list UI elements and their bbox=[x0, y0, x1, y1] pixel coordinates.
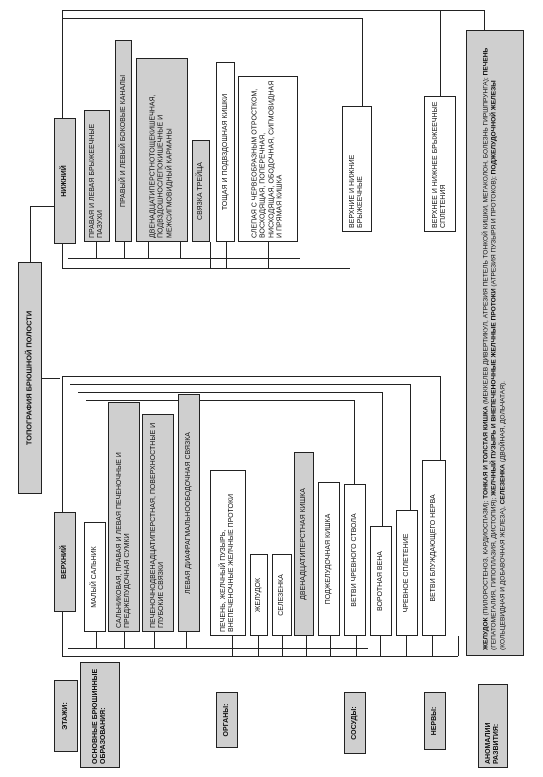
connector bbox=[306, 636, 307, 656]
diagram-title bbox=[18, 262, 42, 494]
connector bbox=[458, 636, 459, 656]
connector bbox=[440, 10, 484, 11]
anomalies-segment: ЖЕЛЧНЫЙ ПУЗЫРЬ И ВНЕПЕЧЕНОЧНЫЕ ЖЕЛЧНЫЕ ПРОТОКИ bbox=[490, 288, 498, 496]
lower-structure bbox=[84, 110, 110, 242]
anomalies-segment: ПОДЖЕЛУДОЧНОЙ ЖЕЛЕЗЫ bbox=[490, 80, 498, 175]
row-label-organs-text: ОРГАНЫ: bbox=[222, 703, 230, 737]
upper-vessel-text: ВОРОТНАЯ ВЕНА bbox=[376, 551, 384, 611]
connector bbox=[124, 242, 125, 258]
row-label-nerves bbox=[424, 692, 446, 750]
connector bbox=[232, 636, 233, 656]
connector bbox=[70, 384, 410, 385]
upper-structure bbox=[142, 414, 174, 632]
connector bbox=[62, 10, 63, 118]
upper-organ bbox=[250, 554, 268, 636]
upper-structure-text: САЛЬНИКОВАЯ, ПРАВАЯ И ЛЕВАЯ ПЕЧЕНОЧНЫЕ И ПРЕДЖЕЛУДОЧНАЯ СУМКИ bbox=[115, 452, 131, 628]
connector bbox=[62, 656, 458, 657]
connector bbox=[62, 376, 63, 512]
upper-organ-text: СЕЛЕЗЕНКА bbox=[277, 574, 285, 616]
connector bbox=[68, 258, 300, 259]
connector bbox=[62, 612, 63, 656]
anomalies-segment: ПЕЧЕНЬ bbox=[482, 47, 490, 76]
lower-organ bbox=[216, 62, 235, 242]
lower-nerves-text: ВЕРХНЕЕ И НИЖНЕЕ БРЫЖЕЕЧНЫЕ СПЛЕТЕНИЯ bbox=[431, 101, 447, 228]
lower-structure-text: ПРАВАЯ И ЛЕВАЯ БРЫЖЕЕЧНЫЕ ПАЗУХИ bbox=[88, 123, 104, 238]
upper-structure-text: ПЕЧЕНОЧНОДВЕНАДЦАТИПЕРСТНАЯ, ПОВЕРХНОСТНЫЕ И ГЛУБОКИЕ СВЯЗКИ bbox=[149, 422, 165, 628]
connector bbox=[62, 244, 63, 268]
connector bbox=[62, 268, 350, 269]
connector bbox=[148, 242, 149, 258]
connector bbox=[96, 632, 97, 648]
lower-vessels bbox=[342, 106, 372, 232]
lower-structure bbox=[115, 40, 132, 242]
connector bbox=[440, 376, 441, 460]
connector bbox=[380, 636, 381, 656]
connector bbox=[210, 242, 211, 268]
anomalies-segment: (ДВОЙНАЯ, ДОЛЬЧАТАЯ). bbox=[499, 381, 507, 465]
row-label-anomalies-text: АНОМАЛИИ РАЗВИТИЯ: bbox=[484, 722, 500, 764]
lower-structure-text: ДВЕНАДЦАТИПЕРСТНОТОЩЕКИШЕЧНАЯ, ПОДВЗДОШНОСЛЕПОКИШЕЧНЫЕ И МЕЖСИГМОВИДНЫЙ КАРМАНЫ bbox=[149, 94, 174, 238]
diagram-title-text: ТОПОГРАФИЯ БРЮШНОЙ ПОЛОСТИ bbox=[24, 310, 34, 446]
upper-nerve bbox=[422, 460, 446, 636]
connector bbox=[78, 392, 382, 393]
row-label-anomalies bbox=[478, 684, 508, 768]
row-label-floors-text: ЭТАЖИ: bbox=[61, 702, 69, 730]
connector bbox=[282, 636, 283, 656]
connector bbox=[356, 636, 357, 656]
connector bbox=[362, 18, 363, 106]
upper-organ-text: ДВЕНАДЦАТИПЕРСТНАЯ КИШКА bbox=[299, 488, 307, 600]
upper-organ-text: ПОДЖЕЛУДОЧНАЯ КИШКА bbox=[324, 513, 332, 605]
row-label-nerves-text: НЕРВЫ: bbox=[430, 706, 438, 736]
row-label-structures-text: ОСНОВНЫЕ БРЮШИННЫЕ ОБРАЗОВАНИЯ: bbox=[91, 668, 107, 764]
anomalies-segment: СЕЛЕЗЕНКА bbox=[499, 464, 507, 505]
row-label-vessels-text: СОСУДЫ: bbox=[350, 706, 358, 740]
floor-lower-label: НИЖНИЙ bbox=[60, 165, 68, 197]
upper-vessel bbox=[344, 484, 366, 636]
connector bbox=[62, 376, 440, 377]
floor-lower bbox=[54, 118, 76, 244]
upper-structure bbox=[84, 522, 106, 632]
upper-structure bbox=[108, 402, 140, 632]
connector bbox=[432, 636, 433, 656]
connector bbox=[154, 632, 155, 648]
lower-vessels-text: ВЕРХНИЕ И НИЖНИЕ БРЫЖЕЕЧНЫЕ bbox=[348, 154, 364, 228]
upper-vessel bbox=[370, 526, 392, 636]
anomalies-segment: ЖЕЛУДОК bbox=[482, 617, 490, 650]
connector bbox=[86, 400, 354, 401]
upper-organ-text: ЖЕЛУДОК bbox=[254, 577, 262, 613]
row-label-floors bbox=[54, 680, 78, 752]
lower-structure bbox=[192, 140, 210, 242]
connector bbox=[258, 636, 259, 656]
upper-organ bbox=[294, 452, 314, 636]
upper-organ bbox=[272, 554, 292, 636]
lower-nerves bbox=[424, 96, 456, 232]
anomalies-segment: (ГЕПАТОМЕГАЛИЯ, ГИПОПЛАЗИЯ, ДИСТОПИЯ); bbox=[490, 495, 498, 650]
row-label-organs bbox=[216, 692, 238, 748]
connector bbox=[124, 632, 125, 648]
lower-organ bbox=[238, 76, 298, 242]
row-label-structures bbox=[80, 662, 120, 768]
anomalies-segment: (ПИЛОРОСТЕНОЗ, КАРДИОСПАЗМ); bbox=[482, 498, 490, 618]
upper-structure-text: ЛЕВАЯ ДИАФРАГМАЛЬНООБОДОЧНАЯ СВЯЗКА bbox=[184, 432, 192, 594]
anomalies-segment: ТОНКАЯ И ТОЛСТАЯ КИШКА bbox=[482, 405, 490, 499]
lower-organ-text: ТОЩАЯ И ПОДВЗДОШНАЯ КИШКИ bbox=[221, 93, 229, 211]
connector bbox=[186, 632, 187, 648]
connector bbox=[268, 242, 269, 268]
lower-structure-text: СВЯЗКА ТРЕЙЦА bbox=[196, 162, 204, 220]
connector bbox=[62, 18, 362, 19]
upper-structure bbox=[178, 394, 200, 632]
connector bbox=[410, 384, 411, 510]
upper-organ bbox=[318, 482, 340, 636]
upper-nerve-text: ЧРЕВНОЕ СПЛЕТЕНИЕ bbox=[402, 533, 410, 613]
connector bbox=[440, 10, 441, 96]
upper-organ-text: ПЕЧЕНЬ, ЖЕЛЧНЫЙ ПУЗЫРЬ, ВНЕПЕЧЕНОЧНЫЕ ЖЕЛЧНЫЕ ПРОТОКИ bbox=[219, 493, 235, 632]
connector bbox=[180, 242, 181, 258]
connector bbox=[382, 392, 383, 526]
connector bbox=[68, 648, 368, 649]
floor-upper-label: ВЕРХНИЙ bbox=[60, 545, 68, 579]
upper-organ bbox=[210, 470, 246, 636]
upper-structure-text: МАЛЫЙ САЛЬНИК bbox=[90, 546, 98, 608]
upper-nerve bbox=[396, 510, 418, 636]
connector bbox=[96, 242, 97, 258]
connector bbox=[226, 242, 227, 268]
anomalies-segment: (МЕККЕЛЕВ ДИВЕРТИКУЛ, АТРЕЗИЯ ПЕТЕЛЬ ТОНКОЙ КИШКИ, МЕГАКОЛОН, БОЛЕЗНЬ ГИРШПРУНГА); bbox=[482, 75, 490, 406]
connector bbox=[354, 400, 355, 484]
connector bbox=[406, 636, 407, 656]
connector bbox=[330, 636, 331, 656]
upper-nerve-text: ВЕТВИ БЛУЖДАЮЩЕГО НЕРВА bbox=[429, 494, 437, 602]
lower-organ-text: СЛЕПАЯ С ЧЕРВЕОБРАЗНЫМ ОТРОСТКОМ, ВОСХОДЯЩАЯ, ПОПЕРЕЧНАЯ, НИСХОДЯЩАЯ, ОБОДОЧНАЯ, СИГМОВИДНАЯ И ПРЯМАЯ КИШКА bbox=[251, 80, 284, 238]
row-label-vessels bbox=[344, 692, 366, 754]
anomalies-box bbox=[466, 30, 524, 656]
connector bbox=[62, 10, 440, 11]
floor-upper bbox=[54, 512, 76, 612]
lower-structure bbox=[136, 58, 188, 242]
upper-vessel-text: ВЕТВИ ЧРЕВНОГО СТВОЛА bbox=[350, 513, 358, 607]
anomalies-segment: (КОЛЬЦЕВИДНАЯ И ДОБАВОЧНАЯ ЖЕЛЕЗА), bbox=[499, 504, 507, 650]
anomalies-segment: (АТРЕЗИЯ ПУЗЫРЯ И ПРОТОКОВ); bbox=[490, 174, 498, 289]
anomalies-text bbox=[482, 36, 507, 650]
lower-structure-text: ПРАВЫЙ И ЛЕВЫЙ БОКОВЫЕ КАНАЛЫ bbox=[119, 74, 127, 208]
